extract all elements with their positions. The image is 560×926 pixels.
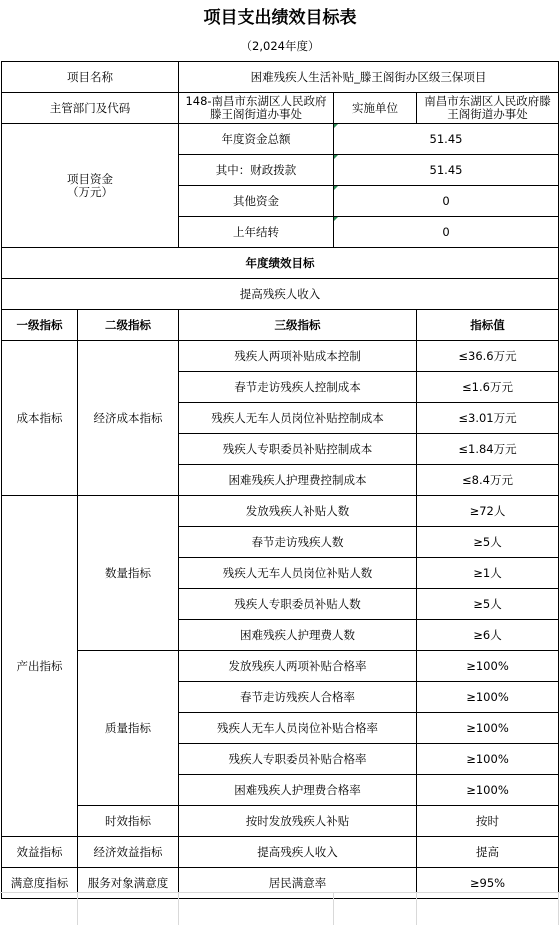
dept-value: 148-南昌市东湖区人民政府滕王阁街道办事处 [179,93,334,124]
table-row [2,806,559,837]
indicator-name: 残疾人两项补贴成本控制 [179,341,417,372]
indicator-value: ≥5人 [417,527,559,558]
header-level1: 一级指标 [2,310,78,341]
fund-label: 上年结转 [179,217,334,248]
fund-label: 其中：财政拨款 [179,155,334,186]
fund-label: 其他资金 [179,186,334,217]
empty-grid-area [0,892,560,926]
header-level2: 二级指标 [78,310,179,341]
project-name-label: 项目名称 [2,62,179,93]
table-row [2,124,559,155]
indicator-value: ≥95% [417,868,559,899]
indicator-value: ≥5人 [417,589,559,620]
fund-value: 51.45 [334,124,559,155]
benefit-level2: 经济效益指标 [78,837,179,868]
fund-value: 51.45 [334,155,559,186]
indicator-name: 发放残疾人补贴人数 [179,496,417,527]
table-row [2,496,559,527]
header-level3: 三级指标 [179,310,417,341]
fund-value: 0 [334,217,559,248]
goals-heading: 年度绩效目标 [2,248,559,279]
indicator-name: 残疾人专职委员补贴合格率 [179,744,417,775]
indicator-value: ≤1.6万元 [417,372,559,403]
goal-text: 提高残疾人收入 [2,279,559,310]
funds-label: 项目资金 （万元） [2,124,179,248]
indicator-value: ≥72人 [417,496,559,527]
indicator-name: 残疾人专职委员补贴人数 [179,589,417,620]
header-value: 指标值 [417,310,559,341]
grid-line [77,892,78,925]
indicator-name: 残疾人专职委员补贴控制成本 [179,434,417,465]
impl-value: 南昌市东湖区人民政府滕王阁街道办事处 [417,93,559,124]
indicator-name: 发放残疾人两项补贴合格率 [179,651,417,682]
indicator-value: ≥100% [417,651,559,682]
indicator-value: ≤1.84万元 [417,434,559,465]
indicator-value: ≤8.4万元 [417,465,559,496]
indicator-value: ≥100% [417,744,559,775]
indicator-value: ≥100% [417,713,559,744]
indicator-name: 困难残疾人护理费人数 [179,620,417,651]
satisfaction-level1: 满意度指标 [2,868,78,899]
satisfaction-level2: 服务对象满意度 [78,868,179,899]
benefit-level1: 效益指标 [2,837,78,868]
table-header-row [2,310,559,341]
dept-label: 主管部门及代码 [2,93,179,124]
indicator-value: ≤36.6万元 [417,341,559,372]
indicator-value: ≥1人 [417,558,559,589]
table-row [2,248,559,279]
quantity-level2: 数量指标 [78,496,179,651]
grid-line [558,892,559,925]
indicator-name: 困难残疾人护理费合格率 [179,775,417,806]
indicator-name: 春节走访残疾人数 [179,527,417,558]
indicator-name: 残疾人无车人员岗位补贴人数 [179,558,417,589]
indicator-name: 居民满意率 [179,868,417,899]
grid-line [416,892,417,925]
table-row [2,62,559,93]
indicator-value: 提高 [417,837,559,868]
table-row [2,651,559,682]
table-row [2,341,559,372]
grid-line [178,892,179,925]
indicator-name: 春节走访残疾人控制成本 [179,372,417,403]
fund-label: 年度资金总额 [179,124,334,155]
fund-value: 0 [334,186,559,217]
cost-level1: 成本指标 [2,341,78,496]
quality-level2: 质量指标 [78,651,179,806]
indicator-value: ≥6人 [417,620,559,651]
indicator-name: 春节走访残疾人合格率 [179,682,417,713]
indicator-name: 残疾人无车人员岗位补贴控制成本 [179,403,417,434]
output-level1: 产出指标 [2,496,78,837]
indicator-name: 困难残疾人护理费控制成本 [179,465,417,496]
grid-line [333,892,334,925]
table-title: 项目支出绩效目标表 [203,8,357,28]
time-level2: 时效指标 [78,806,179,837]
indicator-value: ≥100% [417,682,559,713]
performance-table [1,61,559,899]
indicator-value: 按时 [417,806,559,837]
indicator-name: 提高残疾人收入 [179,837,417,868]
table-row [2,837,559,868]
impl-label: 实施单位 [334,93,417,124]
indicator-value: ≤3.01万元 [417,403,559,434]
fiscal-year: （2,024年度） [240,39,320,53]
indicator-value: ≥100% [417,775,559,806]
indicator-name: 按时发放残疾人补贴 [179,806,417,837]
indicator-name: 残疾人无车人员岗位补贴合格率 [179,713,417,744]
table-row [2,279,559,310]
table-row [2,93,559,124]
project-name-value: 困难残疾人生活补贴_滕王阁街办区级三保项目 [179,62,559,93]
cost-level2: 经济成本指标 [78,341,179,496]
